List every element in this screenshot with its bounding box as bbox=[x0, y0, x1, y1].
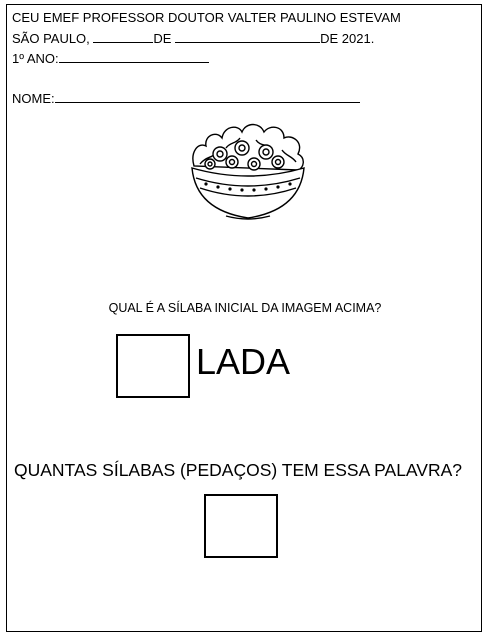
question-syllable-count: QUANTAS SÍLABAS (PEDAÇOS) TEM ESSA PALAVRA? bbox=[14, 460, 463, 480]
grade-line bbox=[12, 50, 209, 67]
syllable-count-answer-box[interactable] bbox=[204, 494, 278, 558]
date-line bbox=[12, 30, 374, 47]
city-label: SÃO PAULO, bbox=[12, 31, 90, 46]
grade-blank[interactable] bbox=[59, 50, 209, 63]
name-label: NOME: bbox=[12, 91, 55, 106]
initial-syllable-answer-box[interactable] bbox=[116, 334, 190, 398]
day-blank[interactable] bbox=[93, 30, 153, 43]
de-label: DE bbox=[153, 31, 172, 46]
name-line bbox=[12, 90, 360, 107]
year-label: DE 2021. bbox=[320, 31, 375, 46]
month-blank[interactable] bbox=[175, 30, 320, 43]
grade-label: 1º ANO: bbox=[12, 51, 59, 66]
salad-bowl-icon bbox=[186, 108, 310, 226]
question-initial-syllable: QUAL É A SÍLABA INICIAL DA IMAGEM ACIMA? bbox=[108, 301, 382, 315]
word-remainder: LADA bbox=[196, 341, 291, 382]
name-blank[interactable] bbox=[55, 90, 360, 103]
school-name: CEU EMEF PROFESSOR DOUTOR VALTER PAULINO ESTEVAM bbox=[12, 10, 401, 25]
